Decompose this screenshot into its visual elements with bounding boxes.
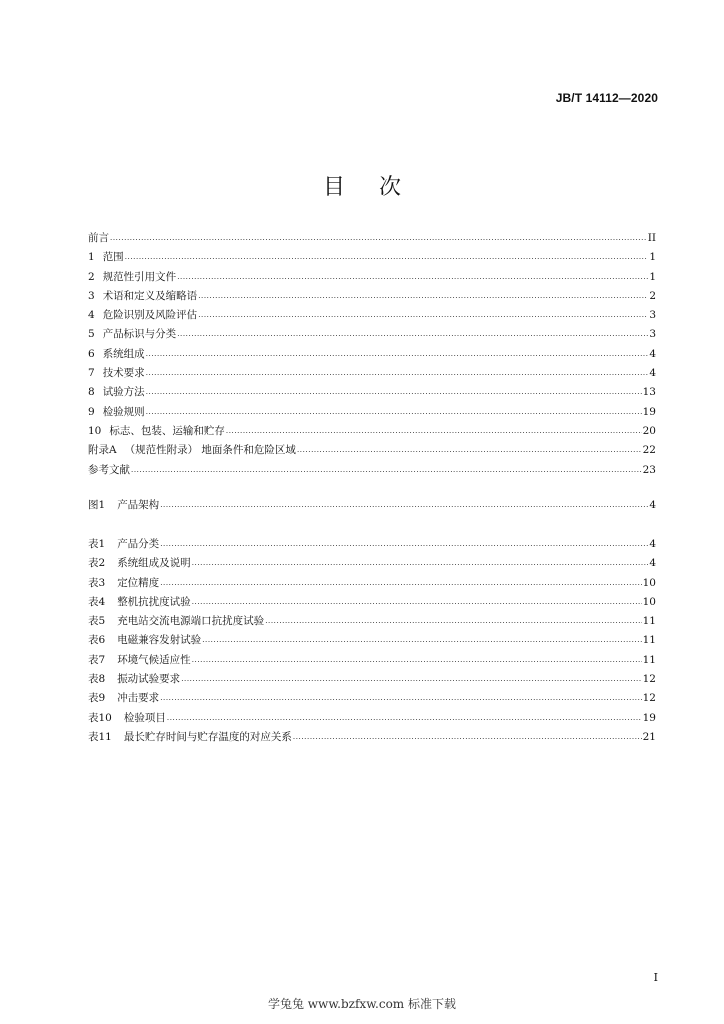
toc-entry-label (88, 575, 160, 590)
toc-entry-number: 附录A (88, 444, 117, 457)
toc-entry-number: 表1 (88, 538, 106, 550)
toc-entry[interactable] (88, 269, 656, 288)
toc-entry-page: 10 (642, 595, 656, 608)
toc-entry-title: 技术要求 (102, 367, 145, 380)
toc-entry-page: 23 (642, 463, 656, 476)
toc-entry-label (88, 288, 198, 303)
toc-leader-dots (160, 580, 641, 587)
toc-entry-number: 9 (88, 405, 95, 418)
toc-leader-dots (297, 447, 642, 454)
toc-leader-dots (192, 657, 642, 664)
toc-leader-dots (167, 715, 642, 722)
toc-leader-dots (181, 676, 641, 683)
toc-entry-title: 最长贮存时间与贮存温度的对应关系 (123, 730, 292, 743)
toc-entry[interactable] (88, 575, 656, 594)
toc-entry[interactable] (88, 365, 656, 384)
toc-entry-title: 产品架构 (117, 499, 160, 511)
toc-entry-page: 20 (642, 424, 656, 437)
toc-entry-title: 系统组成 (102, 347, 145, 360)
toc-leader-dots (110, 235, 647, 242)
toc-entry-number: 1 (88, 251, 95, 264)
toc-leader-dots (160, 541, 648, 548)
toc-entry[interactable] (88, 404, 656, 423)
toc-entry[interactable] (88, 249, 656, 268)
toc-entry-page: 10 (642, 576, 656, 589)
toc-leader-dots (131, 467, 642, 474)
toc-entry-title: 检验规则 (102, 405, 145, 418)
toc-entry-page: 3 (649, 328, 656, 341)
toc-entry[interactable] (88, 729, 656, 748)
page-number: I (653, 971, 658, 984)
toc-entry-title: 冲击要求 (117, 692, 160, 705)
toc-entry-page: 11 (642, 653, 656, 666)
toc-entry-title: 术语和定义及缩略语 (102, 289, 198, 302)
toc-entry-page: 19 (642, 711, 656, 724)
toc-entry[interactable] (88, 497, 656, 516)
toc-entry-page: 19 (642, 405, 656, 418)
toc-entry-number: 表5 (88, 615, 106, 628)
toc-figures (88, 497, 656, 516)
toc-entry-number: 表4 (88, 595, 106, 608)
document-number: JB/T 14112—2020 (555, 91, 658, 105)
toc-leader-dots (198, 312, 648, 319)
toc-entry-number: 6 (88, 347, 95, 360)
page-title: 目次 (322, 175, 435, 200)
toc-leader-dots (125, 254, 649, 261)
toc-entry-label (88, 442, 297, 457)
toc-entry-page: 12 (642, 692, 656, 705)
toc-entry[interactable] (88, 671, 656, 690)
toc-entry-page: 1 (649, 270, 656, 283)
toc-entry-label (88, 307, 198, 322)
toc-entry[interactable] (88, 536, 656, 555)
toc-leader-dots (202, 637, 641, 644)
footer-watermark: 学兔兔 www.bzfxw.com 标准下载 (267, 997, 457, 1011)
toc-leader-dots (293, 734, 642, 741)
toc-entry-number: 4 (88, 309, 95, 322)
toc-entry-label (88, 536, 160, 551)
toc-entry[interactable] (88, 288, 656, 307)
toc-entry[interactable] (88, 326, 656, 345)
toc-entry[interactable] (88, 346, 656, 365)
toc-leader-dots (226, 428, 642, 435)
toc-entry[interactable] (88, 423, 656, 442)
toc-entry-page: 4 (649, 499, 656, 511)
toc-entry-label (88, 249, 125, 264)
toc-leader-dots (198, 293, 648, 300)
toc-leader-dots (146, 389, 642, 396)
toc-entry-label (88, 423, 226, 438)
toc-leader-dots (177, 274, 648, 281)
toc-tables (88, 536, 656, 748)
toc-entry-label (88, 384, 146, 399)
toc-entry-label (88, 652, 192, 667)
toc-entry-label (88, 555, 192, 570)
toc-entry-title: 充电站交流电源端口抗扰度试验 (117, 615, 265, 628)
toc-leader-dots (146, 351, 649, 358)
toc-entry[interactable] (88, 710, 656, 729)
toc-entry-page: 11 (642, 615, 656, 628)
toc-entry-title: 电磁兼容发射试验 (117, 634, 202, 647)
toc-leader-dots (160, 695, 641, 702)
toc-entry-number: 表10 (88, 711, 112, 724)
toc-leader-dots (265, 618, 641, 625)
toc-entry-page: 2 (649, 289, 656, 302)
toc-entry-number: 表2 (88, 557, 106, 570)
toc-entry-title: 环境气候适应性 (117, 653, 191, 666)
toc-entry-number: 3 (88, 289, 95, 302)
toc-entry-page: 4 (649, 347, 656, 360)
toc-entry-title: 定位精度 (117, 576, 160, 589)
toc-entry-number: 表6 (88, 634, 106, 647)
toc-entry-title: 危险识别及风险评估 (102, 309, 198, 322)
toc-leader-dots (146, 409, 642, 416)
toc-leader-dots (192, 560, 649, 567)
toc-leader-dots (192, 599, 642, 606)
toc-entry[interactable] (88, 632, 656, 651)
toc-entry-title: 范围 (102, 251, 124, 264)
toc-entry-number: 10 (88, 424, 102, 437)
toc-entry-number: 5 (88, 328, 95, 341)
toc-entry-label (88, 729, 293, 744)
toc-entry-number: 8 (88, 386, 95, 399)
toc-entry-title: 前言 (88, 232, 109, 244)
toc-entry-page: 11 (642, 634, 656, 647)
toc-entry-label (88, 613, 265, 628)
toc-entry-page: 4 (649, 367, 656, 380)
toc-entry-label (88, 365, 146, 380)
toc-entry-page: 1 (649, 251, 656, 264)
toc-entry-title: 系统组成及说明 (117, 557, 191, 570)
toc-entry-number: 表7 (88, 653, 106, 666)
toc-entry[interactable] (88, 307, 656, 326)
toc-entry-title: 产品标识与分类 (102, 328, 177, 341)
toc-entry-page: 22 (642, 444, 656, 457)
toc-entry-title: 规范性引用文件 (102, 270, 177, 283)
toc-entry-number: 2 (88, 270, 95, 283)
toc-entry-label (88, 632, 202, 647)
toc-entry[interactable] (88, 690, 656, 709)
toc-entry-title: 参考文献 (88, 463, 130, 476)
toc-entry-title: 检验项目 (123, 711, 166, 724)
toc-entry[interactable] (88, 594, 656, 613)
toc-entry-label (88, 326, 177, 341)
toc-entry[interactable] (88, 652, 656, 671)
toc-entry-page: 4 (649, 557, 656, 570)
toc-entry-label (88, 269, 177, 284)
toc-entry-label (88, 690, 160, 705)
toc-leader-dots (160, 502, 648, 509)
toc-entry-number: 表8 (88, 673, 106, 686)
toc-entry-title: （规范性附录） 地面条件和危险区域 (124, 444, 296, 457)
toc-entry-label (88, 671, 181, 686)
toc-entry[interactable] (88, 613, 656, 632)
toc-entry[interactable] (88, 462, 656, 481)
toc-entry-title: 产品分类 (117, 538, 160, 550)
toc-leader-dots (146, 370, 649, 377)
toc-entry[interactable] (88, 442, 656, 461)
toc-entry-label (88, 404, 146, 419)
toc-entry-number: 表11 (88, 730, 112, 743)
toc-entry-page: 4 (649, 538, 656, 550)
toc-entry[interactable] (88, 230, 656, 249)
toc-entry-title: 试验方法 (102, 386, 145, 399)
toc-entry-title: 整机抗扰度试验 (117, 595, 191, 608)
toc-entry-title: 标志、包装、运输和贮存 (109, 424, 225, 437)
toc-entry-title: 振动试验要求 (117, 673, 181, 686)
toc-entry-page: 3 (649, 309, 656, 322)
toc-entry-number: 表3 (88, 576, 106, 589)
toc-entry-number: 7 (88, 367, 95, 380)
toc-entry-number: 图1 (88, 499, 106, 511)
toc-entry-page: 21 (642, 730, 656, 743)
toc-entry[interactable] (88, 555, 656, 574)
toc-entry-label (88, 497, 160, 512)
toc-entry-number: 表9 (88, 692, 106, 705)
toc-entry-page: 13 (642, 386, 656, 399)
toc-entry-label (88, 594, 192, 609)
toc-entry-label (88, 346, 146, 361)
toc-entry-label (88, 710, 167, 725)
toc-entry-label (88, 462, 131, 477)
toc-chapters (88, 230, 656, 481)
toc-entry[interactable] (88, 384, 656, 403)
toc-entry-page: II (647, 232, 656, 244)
toc-entry-page: 12 (642, 673, 656, 686)
toc-leader-dots (177, 331, 648, 338)
toc-entry-label (88, 230, 110, 245)
